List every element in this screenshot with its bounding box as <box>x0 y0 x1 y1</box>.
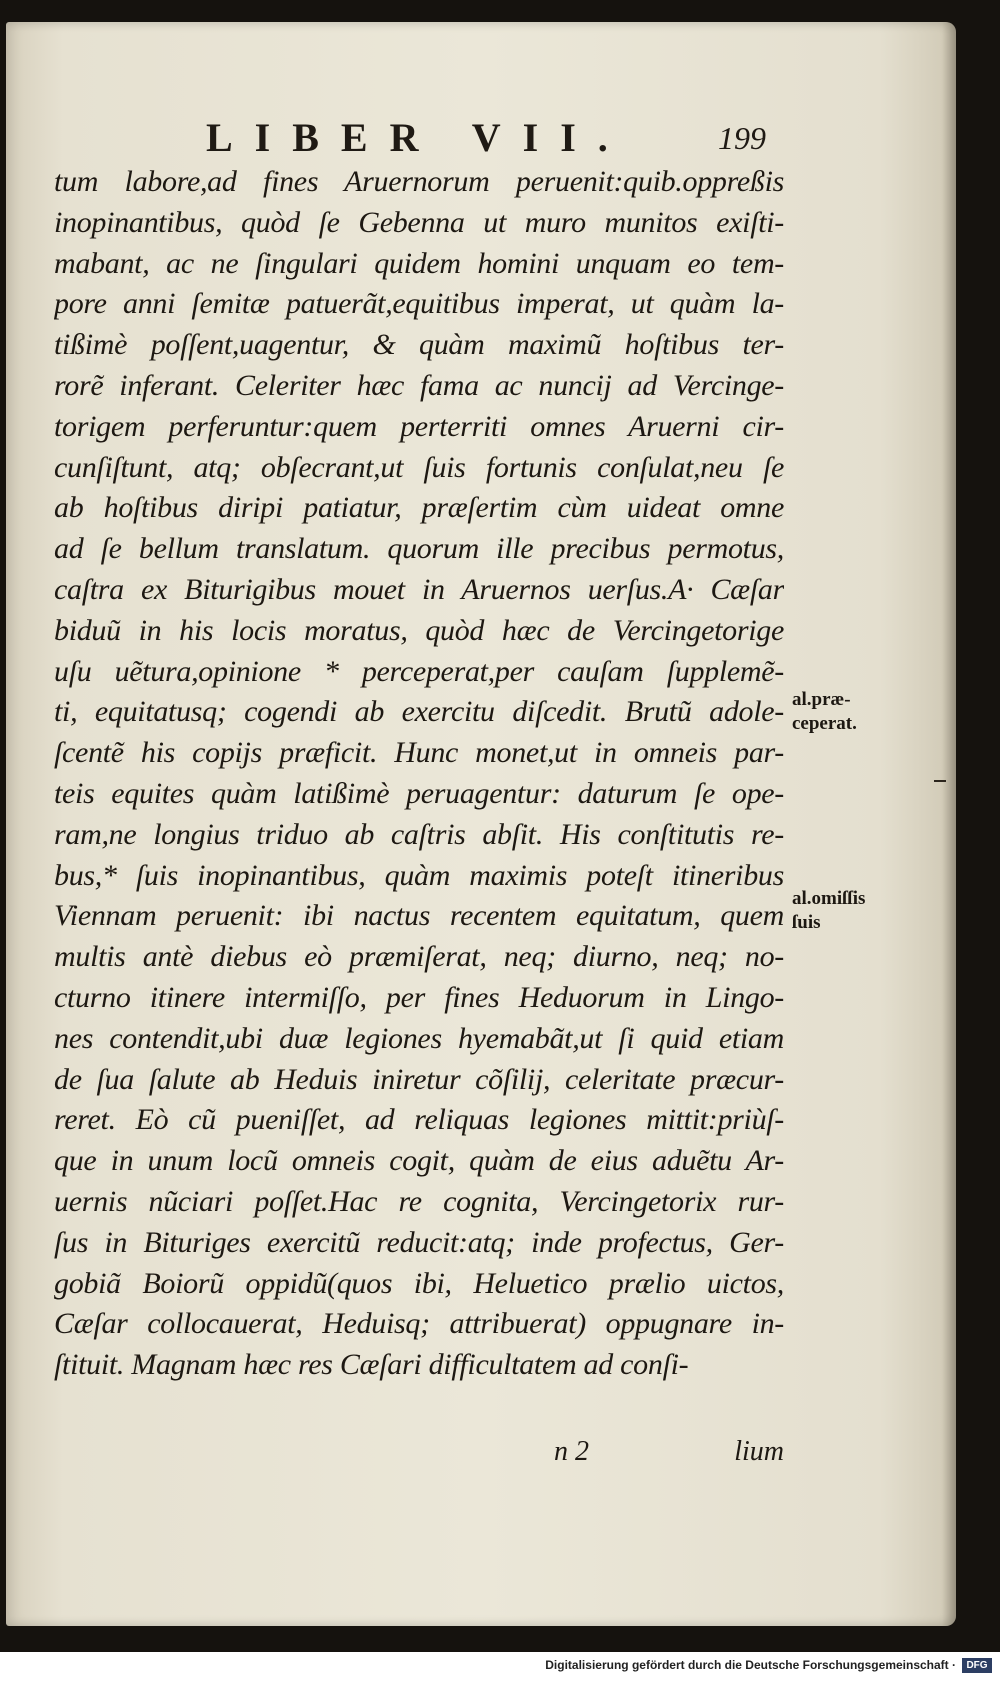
text-line: bus,* ſuis inopinantibus, quàm maximis poteſt itineribus <box>54 858 784 892</box>
page-edge-shadow <box>942 22 956 1626</box>
text-line: Cæſar collocauerat, Heduisq; attribuerat) oppugnare in- <box>54 1307 784 1341</box>
text-line: gobiã Boiorũ oppidũ(quos ibi, Heluetico prælio uictos, <box>54 1266 784 1300</box>
dfg-logo: DFG <box>962 1658 992 1673</box>
text-line: ti, equitatusq; cogendi ab exercitu diſcedit. Brutũ adole- <box>54 695 784 729</box>
body-text <box>54 162 784 1386</box>
text-line: cunſiſtunt, atq; obſecrant,ut ſuis fortunis conſulat,neu ſe <box>54 450 784 484</box>
text-line: tißimè poſſent,uagentur, & quàm maximũ hoſtibus ter- <box>54 328 784 362</box>
text-line: ſtituit. Magnam hæc res Cæſari difficultatem ad conſi- <box>54 1348 689 1382</box>
text-line: nes contendit,ubi duæ legiones hyemabãt,ut ſi quid etiam <box>54 1021 784 1055</box>
edge-mark <box>934 780 946 782</box>
page-header <box>206 114 766 164</box>
folio-number: 199 <box>718 120 766 156</box>
marginal-note-2 <box>792 887 865 935</box>
digitization-footer <box>0 1652 1000 1681</box>
marginal-note-1-line-2: ceperat. <box>792 713 857 734</box>
text-line: ſus in Bituriges exercitũ reducit:atq; inde profectus, Ger- <box>54 1225 784 1259</box>
text-line: pore anni ſemitæ patuerãt,equitibus imperat, ut quàm la- <box>54 287 784 321</box>
text-line: Viennam peruenit: ibi nactus recentem equitatum, quem <box>54 899 784 933</box>
text-line: multis antè diebus eò præmiſerat, neq; diurno, neq; no- <box>54 940 784 974</box>
text-line: cturno itinere intermiſſo, per fines Heduorum in Lingo- <box>54 980 784 1014</box>
text-line: uernis nũciari poſſet.Hac re cognita, Vercingetorix rur- <box>54 1184 784 1218</box>
text-line: caſtra ex Biturigibus mouet in Aruernos uerſus.A· Cæſar <box>54 572 784 606</box>
running-head: LIBER VII. <box>206 115 630 160</box>
marginal-note-2-line-1: al.omiſſis <box>792 888 866 909</box>
text-line: que in unum locũ omneis cogit, quàm de eius aduẽtu Ar- <box>54 1144 784 1178</box>
catchword-line <box>554 1436 784 1476</box>
text-line: rorẽ inferant. Celeriter hæc fama ac nuncij ad Vercinge- <box>54 368 784 402</box>
text-line: biduũ in his locis moratus, quòd hæc de Vercingetorige <box>54 613 784 647</box>
text-line: uſu uẽtura,opinione * perceperat,per cauſam ſupplemẽ- <box>54 654 784 688</box>
text-line: de ſua ſalute ab Heduis iniretur cõſilij, celeritate præcur- <box>54 1062 784 1096</box>
text-line: ram,ne longius triduo ab caſtris abſit. His conſtitutis re- <box>54 817 784 851</box>
marginal-note-2-line-2: ſuis <box>792 912 821 933</box>
text-line: ſcentẽ his copijs præficit. Hunc monet,ut in omneis par- <box>54 736 784 770</box>
text-line: torigem perferuntur:quem perterriti omnes Aruerni cir- <box>54 409 784 443</box>
text-line: ab hoſtibus diripi patiatur, præſertim cùm uideat omne <box>54 491 784 525</box>
marginal-note-1-line-1: al.præ- <box>792 689 851 710</box>
funding-credit: Digitalisierung gefördert durch die Deutsche Forschungsgemeinschaft · <box>545 1658 956 1672</box>
marginal-note-1 <box>792 688 857 736</box>
catchword: lium <box>734 1436 784 1467</box>
text-line: ad ſe bellum translatum. quorum ille precibus permotus, <box>54 532 784 566</box>
text-line: teis equites quàm latißimè peruagentur: daturum ſe ope- <box>54 776 784 810</box>
text-line: reret. Eò cũ pueniſſet, ad reliquas legiones mittit:priùſ- <box>54 1103 784 1137</box>
text-line: tum labore,ad fines Aruernorum peruenit:quib.oppreßis <box>54 165 784 198</box>
signature-mark: n 2 <box>554 1436 589 1467</box>
text-line: inopinantibus, quòd ſe Gebenna ut muro munitos exiſti- <box>54 205 784 239</box>
text-line: mabant, ac ne ſingulari quidem homini unquam eo tem- <box>54 246 784 280</box>
book-page <box>6 22 956 1626</box>
